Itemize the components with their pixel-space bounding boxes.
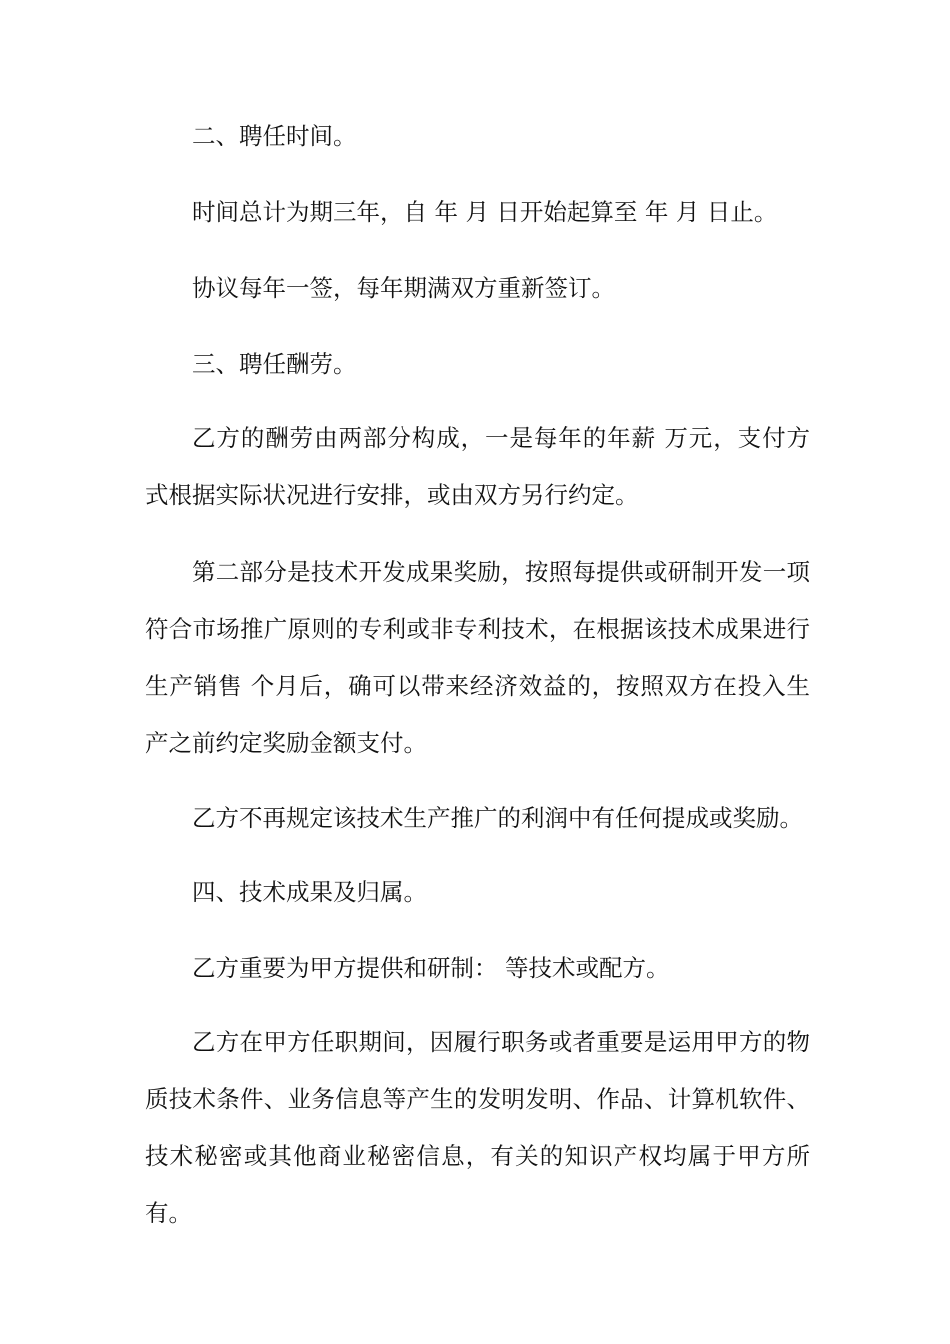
paragraph-no-commission: 乙方不再规定该技术生产推广的利润中有任何提成或奖励。 — [192, 804, 803, 832]
paragraph-tech-reward: 第二部分是技术开发成果奖励，按照每提供或研制开发一项符合市场推广原则的专利或非专利技术，在根据该技术成果进行生产销售 个月后，确可以带来经济效益的，按照双方在投入生产之前约定奖励金额支付。 — [145, 558, 810, 757]
paragraph-ip-ownership: 乙方在甲方任职期间，因履行职务或者重要是运用甲方的物质技术条件、业务信息等产生的发明发明、作品、计算机软件、技术秘密或其他商业秘密信息，有关的知识产权均属于甲方所有。 — [145, 1028, 810, 1227]
paragraph-term-duration: 时间总计为期三年，自 年 月 日开始起算至 年 月 日止。 — [192, 198, 778, 226]
paragraph-development-scope: 乙方重要为甲方提供和研制： 等技术或配方。 — [192, 954, 670, 982]
paragraph-salary: 乙方的酬劳由两部分构成，一是每年的年薪 万元，支付方式根据实际状况进行安排，或由双方另行约定。 — [145, 424, 810, 509]
section-heading-appointment-period: 二、聘任时间。 — [192, 122, 357, 150]
paragraph-annual-signing: 协议每年一签，每年期满双方重新签订。 — [192, 274, 615, 302]
section-heading-remuneration: 三、聘任酬劳。 — [192, 350, 357, 378]
section-heading-ownership: 四、技术成果及归属。 — [192, 878, 427, 906]
